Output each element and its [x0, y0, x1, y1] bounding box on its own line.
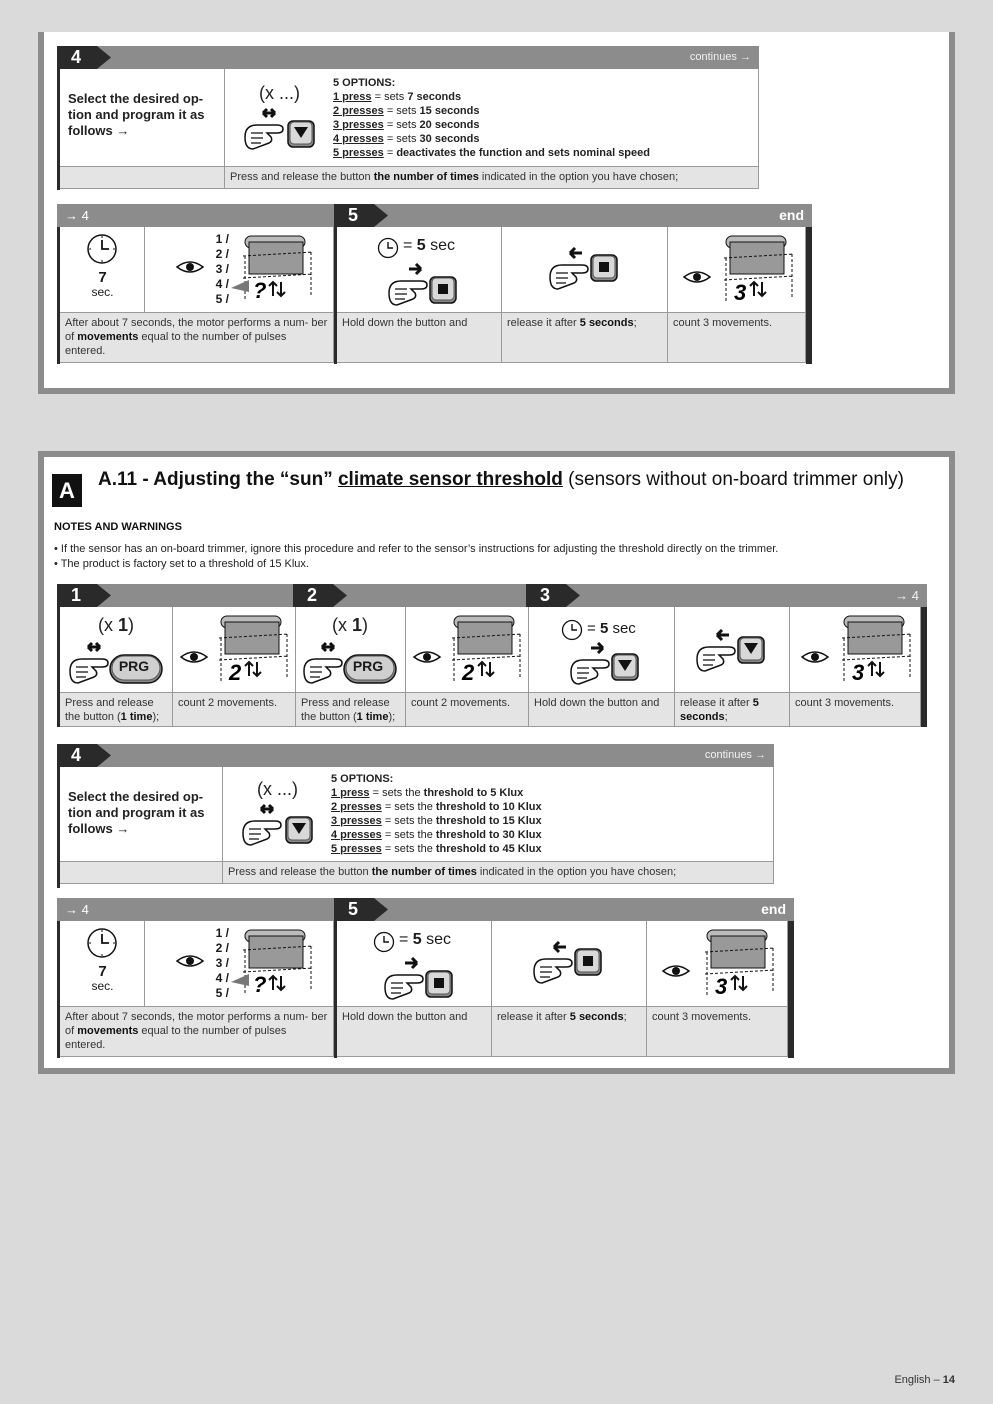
note-bold: 5 seconds [569, 1011, 624, 1023]
instruction-cell [60, 767, 223, 862]
section-title [98, 469, 904, 491]
clock-cell [60, 227, 145, 313]
note-part: ; [623, 1011, 627, 1023]
steps-frame [57, 607, 927, 727]
step-note [223, 862, 774, 884]
pulse-item: 5 / [215, 986, 229, 1000]
roller-shutter-3-icon [834, 610, 918, 690]
note-bold: 1 time [120, 711, 153, 723]
option-press: 5 presses [331, 843, 382, 855]
seconds-number: 5 [412, 931, 422, 948]
note-part: After about 7 seconds, the motor performs a num- ber of [65, 317, 328, 343]
hand-release-stop-icon [546, 247, 626, 293]
seconds-number: 5 [599, 620, 609, 637]
option-mid: = sets [383, 119, 420, 131]
options-list [331, 772, 542, 856]
note-part: After about 7 seconds, the motor performs a num- ber of [65, 1011, 328, 1037]
eye-icon [412, 647, 442, 667]
svg-text:?: ? [253, 972, 267, 997]
x-part: ) [362, 615, 369, 635]
pulse-item: 2 / [215, 941, 229, 955]
x-number: 1 [352, 615, 363, 635]
top-procedure-panel [38, 32, 955, 394]
step-number: 5 [348, 899, 359, 919]
hold-duration [403, 237, 455, 255]
option-row [333, 104, 650, 118]
step3-hold-note: Hold down the button and [529, 693, 675, 727]
pulse-item: 5 / [215, 292, 229, 306]
x-part: ) [128, 615, 135, 635]
note-part: indicated in the option you have chosen; [476, 866, 677, 878]
option-press: 3 presses [331, 815, 382, 827]
option-value: threshold to 30 Klux [435, 829, 542, 841]
note-bold: the number of times [373, 171, 479, 183]
clock-icon [85, 926, 119, 960]
pulse-item: 1 / [215, 926, 229, 940]
steps-1-3-row [57, 584, 927, 734]
option-press: 2 presses [331, 801, 382, 813]
option-mid: = sets the [381, 843, 436, 855]
options-list [333, 76, 650, 160]
footer-language: English – [894, 1374, 943, 1386]
option-value: threshold to 10 Klux [435, 801, 542, 813]
step-header [57, 46, 759, 69]
count-cell [668, 227, 806, 313]
x-part: (x [98, 615, 118, 635]
note-bold: the number of times [371, 866, 477, 878]
hand-hold-down-icon [567, 642, 647, 688]
pulse-item: 4 / [215, 971, 229, 985]
continuation-note [60, 313, 334, 363]
seconds-number: 5 [416, 237, 426, 254]
press-count-label: (x ...) [259, 83, 300, 103]
options-cell [225, 69, 759, 167]
option-value: threshold to 45 Klux [435, 843, 542, 855]
note-part: ; [633, 317, 637, 329]
option-mid: = sets the [381, 801, 436, 813]
eye-icon [175, 257, 205, 277]
option-row [331, 814, 542, 828]
a11-continuation-block [57, 898, 334, 1058]
a11-step5-block [334, 898, 794, 1058]
note-bold: movements [77, 331, 139, 343]
press-count-label [98, 615, 134, 636]
svg-text:3: 3 [734, 280, 747, 305]
option-press: 1 press [331, 787, 370, 799]
hold-cell [337, 921, 492, 1007]
option-press: 4 presses [333, 133, 384, 145]
svg-text:?: ? [253, 278, 267, 303]
option-mid: = sets [383, 105, 420, 117]
count-cell [406, 607, 529, 693]
pulse-item: 3 / [215, 956, 229, 970]
next-step-label: → 4 [895, 588, 919, 603]
option-press: 5 presses [333, 147, 384, 159]
note-part: ; [724, 711, 728, 723]
option-row [331, 828, 542, 842]
wait-seconds: 7 [98, 963, 107, 980]
step2-count-note: count 2 movements. [406, 693, 529, 727]
option-row [331, 786, 542, 800]
option-row [333, 118, 650, 132]
notes-heading: NOTES AND WARNINGS [54, 521, 182, 533]
title-underlined: climate sensor threshold [337, 469, 563, 490]
release-cell [502, 227, 668, 313]
prg-button-label: PRG [118, 658, 150, 674]
step-header [57, 204, 334, 227]
pulses-cell [145, 227, 334, 313]
title-suffix: (sensors without on-board trimmer only) [562, 469, 904, 490]
clock-cell [60, 921, 145, 1007]
top-step5-block [334, 204, 812, 364]
wait-seconds: 7 [98, 269, 107, 286]
continues-label: continues → [704, 749, 766, 761]
step-header [334, 898, 794, 921]
option-row [333, 146, 650, 160]
hand-hold-stop-icon [381, 957, 461, 1003]
note-part: ); [152, 711, 160, 723]
instruction-text: Select the desired op- tion and program it as follows → [68, 91, 205, 138]
roller-shutter-2-icon [211, 610, 295, 690]
step-frame [334, 227, 812, 364]
options-title: 5 OPTIONS: [333, 77, 396, 89]
step-header [334, 204, 812, 227]
pulse-item: 4 / [215, 277, 229, 291]
step1-note [60, 693, 173, 727]
options-cell [223, 767, 774, 862]
clock-icon [85, 232, 119, 266]
instruction-cell [60, 69, 225, 167]
option-mid: = sets the [381, 829, 436, 841]
step-frame [57, 921, 334, 1058]
note-bold: 1 time [356, 711, 389, 723]
option-press: 2 presses [333, 105, 384, 117]
roller-shutter-question-icon [231, 230, 331, 308]
instruction-text: Select the desired op- tion and program it as follows → [68, 789, 205, 836]
seconds-unit: sec [608, 620, 636, 637]
clock-icon [377, 237, 399, 259]
option-value: threshold to 5 Klux [423, 787, 524, 799]
continuation-label: → 4 [65, 208, 89, 223]
note-part: Press and release the button [230, 171, 374, 183]
hand-press-down-icon [241, 107, 321, 153]
page-footer [894, 1374, 955, 1386]
empty-note-cell [60, 167, 225, 189]
pulse-item: 2 / [215, 247, 229, 261]
roller-shutter-3-icon [716, 230, 806, 310]
step2-note [296, 693, 406, 727]
step-number: 1 [71, 585, 82, 605]
step-number: 2 [307, 585, 318, 605]
option-row [333, 132, 650, 146]
step1-count-note: count 2 movements. [173, 693, 296, 727]
continuation-label: → 4 [65, 902, 89, 917]
hold-duration [587, 620, 636, 637]
note-part: ); [388, 711, 396, 723]
step-frame [334, 921, 794, 1058]
press-count-label [332, 615, 368, 636]
top-step4-block [57, 46, 759, 190]
release-cell [492, 921, 647, 1007]
step-number: 3 [540, 585, 551, 605]
pulse-list [209, 232, 229, 307]
note-part: release it after [497, 1011, 570, 1023]
svg-text:2: 2 [462, 660, 475, 685]
press-prg-cell [296, 607, 406, 693]
option-mid: = [383, 147, 397, 159]
step-number: 4 [71, 47, 82, 67]
note-bold: 5 seconds [680, 697, 759, 723]
eye-icon [175, 951, 205, 971]
step-frame [57, 227, 334, 364]
x-part: (x [332, 615, 352, 635]
step-header [57, 744, 774, 767]
clock-icon [561, 619, 583, 641]
press-prg-cell [60, 607, 173, 693]
x-number: 1 [118, 615, 129, 635]
note-part: indicated in the option you have chosen; [478, 171, 679, 183]
count-cell [790, 607, 921, 693]
continues-label: continues → [689, 51, 751, 63]
pulse-list [209, 926, 229, 1001]
empty-note-cell [60, 862, 223, 884]
option-value: deactivates the function and sets nominal speed [396, 147, 650, 159]
options-title: 5 OPTIONS: [331, 773, 394, 785]
step-number: 5 [348, 205, 359, 225]
note-item: • The product is factory set to a threshold of 15 Klux. [54, 558, 309, 570]
pulse-item: 3 / [215, 262, 229, 276]
step3-count-note: count 3 movements. [790, 693, 921, 727]
release-cell [675, 607, 790, 693]
wait-unit: sec. [91, 285, 114, 299]
option-mid: = sets the [369, 787, 424, 799]
equals-sign: = [403, 237, 417, 254]
option-press: 4 presses [331, 829, 382, 841]
page-number: 14 [942, 1374, 955, 1386]
note-item: • If the sensor has an on-board trimmer, ignore this procedure and refer to the sensor’s instructions for adjusting the threshold directly on the trimmer. [54, 543, 779, 555]
hold-duration [399, 931, 451, 949]
option-row [333, 90, 650, 104]
hand-release-stop-icon [530, 941, 610, 987]
step-frame [57, 767, 774, 888]
hand-press-down-icon [239, 803, 319, 849]
step-note [225, 167, 759, 189]
note-part: release it after [680, 697, 753, 709]
wait-unit: sec. [91, 979, 114, 993]
note-part: Press and release the button ( [301, 697, 390, 723]
note-bold: 5 seconds [579, 317, 634, 329]
roller-shutter-question-icon [231, 924, 331, 1002]
step3-release-note [675, 693, 790, 727]
top-continuation-block [57, 204, 334, 364]
hand-release-down-icon [693, 629, 773, 675]
note-part: release it after [507, 317, 580, 329]
roller-shutter-3-icon [697, 924, 785, 1004]
hand-hold-stop-icon [385, 263, 465, 309]
pulse-item: 1 / [215, 232, 229, 246]
seconds-unit: sec [425, 237, 456, 254]
svg-text:2: 2 [229, 660, 242, 685]
option-value: 30 seconds [419, 133, 480, 145]
equals-sign: = [587, 620, 600, 637]
release-note [492, 1007, 647, 1057]
option-press: 1 press [333, 91, 372, 103]
count-cell [647, 921, 788, 1007]
note-part: equal to the number of pulses entered. [65, 1025, 287, 1051]
roller-shutter-2-icon [444, 610, 528, 690]
hold-cell [337, 227, 502, 313]
note-part: equal to the number of pulses entered. [65, 331, 287, 357]
section-badge: A [52, 474, 82, 507]
svg-text:3: 3 [715, 974, 728, 999]
option-row [331, 800, 542, 814]
clock-icon [373, 931, 395, 953]
pulses-cell [145, 921, 334, 1007]
svg-text:3: 3 [852, 660, 865, 685]
option-mid: = sets [371, 91, 408, 103]
a11-step4-block [57, 744, 774, 888]
note-part: Press and release the button ( [65, 697, 154, 723]
equals-sign: = [399, 931, 413, 948]
prg-button-label: PRG [352, 658, 384, 674]
press-count-label: (x ...) [257, 779, 298, 799]
continuation-note [60, 1007, 334, 1057]
hold-cell [529, 607, 675, 693]
step-frame [57, 69, 759, 190]
count-cell [173, 607, 296, 693]
end-label: end [761, 901, 786, 917]
option-mid: = sets [383, 133, 420, 145]
count-note: count 3 movements. [647, 1007, 788, 1057]
option-press: 3 presses [333, 119, 384, 131]
note-bold: movements [77, 1025, 139, 1037]
count-note: count 3 movements. [668, 313, 806, 363]
release-note [502, 313, 668, 363]
step-header [57, 898, 334, 921]
eye-icon [661, 961, 691, 981]
option-value: 15 seconds [419, 105, 480, 117]
end-label: end [779, 207, 804, 223]
eye-icon [682, 267, 712, 287]
eye-icon [179, 647, 209, 667]
option-value: 7 seconds [407, 91, 462, 103]
hold-note: Hold down the button and [337, 313, 502, 363]
option-value: 20 seconds [419, 119, 480, 131]
step-number: 4 [71, 745, 82, 765]
option-value: threshold to 15 Klux [435, 815, 542, 827]
steps-header [57, 584, 927, 607]
hold-note: Hold down the button and [337, 1007, 492, 1057]
section-a11-panel [38, 451, 955, 1074]
eye-icon [800, 647, 830, 667]
option-row [331, 842, 542, 856]
seconds-unit: sec [421, 931, 452, 948]
option-mid: = sets the [381, 815, 436, 827]
title-part: A.11 - Adjusting the “sun” [98, 469, 338, 490]
note-part: Press and release the button [228, 866, 372, 878]
